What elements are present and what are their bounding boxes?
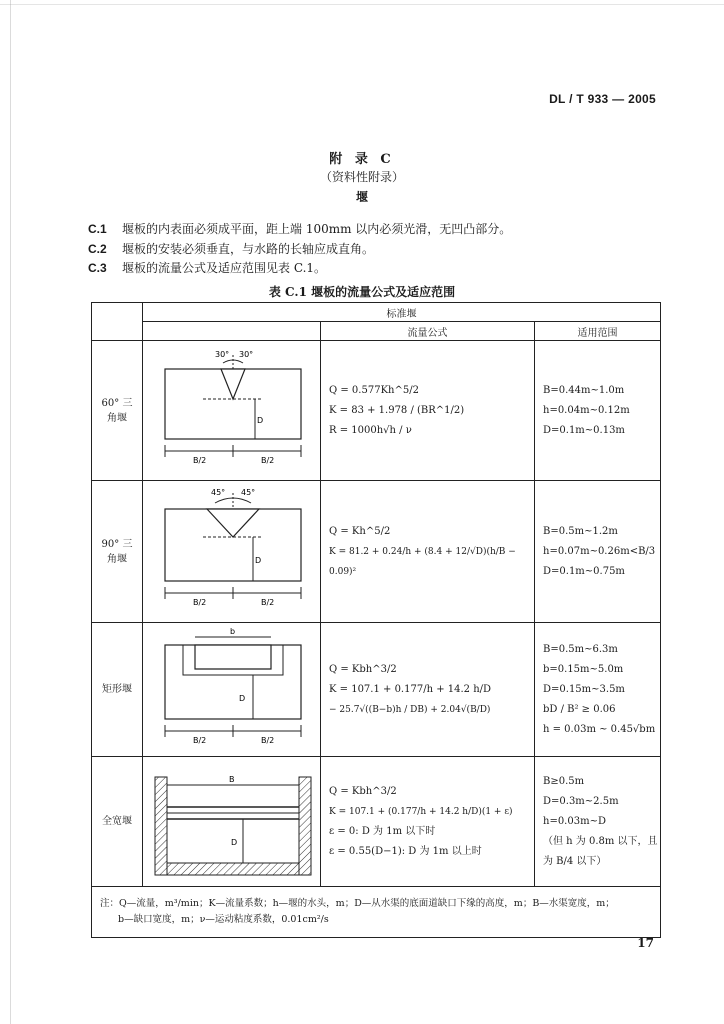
formula-line: Q = Kbh^3/2 xyxy=(329,785,397,797)
table-row xyxy=(92,481,661,623)
header-formula: 流量公式 xyxy=(321,322,535,341)
type-line: 全宽堰 xyxy=(102,816,132,827)
weir-diagram-60-svg xyxy=(143,341,320,477)
appendix-name: 堰 xyxy=(355,190,368,204)
d-label: D xyxy=(255,556,262,565)
weir-diagram-60 xyxy=(143,341,321,481)
weir-diagram-rect xyxy=(143,623,321,757)
range-line: b=0.15m~5.0m xyxy=(543,663,624,675)
type-line: 角堰 xyxy=(107,553,127,565)
range-line: B=0.5m~1.2m xyxy=(543,525,618,537)
formula-line: K = 107.1 + (0.177/h + 14.2 h/D)(1 + ε) xyxy=(329,806,513,817)
b-top-label: B xyxy=(229,775,235,784)
weir-diagram-90 xyxy=(143,481,321,623)
range-line: h=0.03m~D xyxy=(543,815,606,827)
b-label: B/2 xyxy=(261,736,275,745)
table-row xyxy=(92,623,661,757)
range-line: （但 h 为 0.8m 以下，且 xyxy=(543,835,658,847)
angle-label: 30° xyxy=(215,350,230,359)
formula-line: K = 107.1 + 0.177/h + 14.2 h/D xyxy=(329,683,492,695)
weir-type xyxy=(92,623,143,757)
table-note-row xyxy=(92,887,661,938)
formula-line: Q = Kbh^3/2 xyxy=(329,663,397,675)
clause-number: C.3 xyxy=(88,261,107,275)
type-line: 角堰 xyxy=(107,412,127,424)
clause-number: C.2 xyxy=(88,242,107,256)
range-line: D=0.15m~3.5m xyxy=(543,683,625,695)
weir-diagram-full-svg xyxy=(143,757,320,883)
range-cell xyxy=(535,623,661,757)
weir-diagram-rect-svg xyxy=(143,623,320,753)
weir-type xyxy=(92,757,143,887)
formula-line: − 25.7√((B−b)h / DB) + 2.04√(B/D) xyxy=(329,704,491,715)
standard-code: DL / T 933 — 2005 xyxy=(549,92,656,106)
table-note xyxy=(92,887,661,938)
note-line: b—缺口宽度，m；ν—运动粘度系数，0.01cm²/s xyxy=(118,914,329,925)
b-label: B/2 xyxy=(193,456,207,465)
b-label: B/2 xyxy=(261,598,275,607)
d-label: D xyxy=(257,416,264,425)
formula-line: K = 83 + 1.978 / (BR^1/2) xyxy=(329,404,465,416)
formula-line: ε = 0: D 为 1m 以下时 xyxy=(329,825,436,837)
clause-c3 xyxy=(88,259,326,276)
clause-text: 堰板的内表面必须成平面，距上端 100mm 以内必须光滑，无凹凸部分。 xyxy=(122,222,512,236)
range-line: B=0.44m~1.0m xyxy=(543,384,625,396)
formula-cell xyxy=(321,623,535,757)
angle-label: 30° xyxy=(239,350,254,359)
range-line: 为 B/4 以下） xyxy=(543,855,607,867)
range-line: h = 0.03m ~ 0.45√bm xyxy=(543,723,656,735)
formula-cell xyxy=(321,341,535,481)
formula-line: Q = Kh^5/2 xyxy=(329,525,391,537)
range-cell xyxy=(535,481,661,623)
weir-diagram-full xyxy=(143,757,321,887)
b-top-label: b xyxy=(230,627,236,636)
angle-label: 45° xyxy=(211,488,226,497)
range-line: B≥0.5m xyxy=(543,775,585,787)
d-label: D xyxy=(231,838,238,847)
weir-type xyxy=(92,481,143,623)
clause-text: 堰板的安装必须垂直，与水路的长轴应成直角。 xyxy=(122,242,375,256)
clause-number: C.1 xyxy=(88,222,107,236)
range-line: bD / B² ≥ 0.06 xyxy=(543,703,616,715)
d-label: D xyxy=(239,694,246,703)
formula-line: ε = 0.55(D−1): D 为 1m 以上时 xyxy=(329,845,482,857)
formula-line: R = 1000h√h / ν xyxy=(329,424,412,436)
type-line: 矩形堰 xyxy=(102,684,132,695)
range-line: h=0.07m~0.26m<B/3 xyxy=(543,545,656,557)
angle-label: 45° xyxy=(241,488,256,497)
range-line: D=0.1m~0.75m xyxy=(543,565,625,577)
header-figure xyxy=(143,322,321,341)
appendix-subtitle: （资料性附录） xyxy=(319,170,404,184)
note-line: 注：Q—流量，m³/min；K—流量系数；h—堰的水头，m；D—从水渠的底面道缺口下缘的高度，m；B—水渠宽度，m； xyxy=(100,898,615,909)
weir-diagram-90-svg xyxy=(143,481,320,619)
b-label: B/2 xyxy=(193,598,207,607)
scan-edge-top xyxy=(0,4,724,5)
clause-c1 xyxy=(88,220,511,237)
header-range: 适用范围 xyxy=(535,322,661,341)
range-line: h=0.04m~0.12m xyxy=(543,404,630,416)
range-line: B=0.5m~6.3m xyxy=(543,643,618,655)
type-line: 60° 三 xyxy=(101,397,133,409)
range-line: D=0.3m~2.5m xyxy=(543,795,619,807)
table-row xyxy=(92,341,661,481)
header-group: 标准堰 xyxy=(143,303,661,322)
table-caption: 表 C.1 堰板的流量公式及适应范围 xyxy=(268,285,456,299)
clause-c2 xyxy=(88,240,374,257)
weir-type xyxy=(92,341,143,481)
range-cell xyxy=(535,341,661,481)
type-line: 90° 三 xyxy=(101,538,133,550)
formula-cell xyxy=(321,757,535,887)
b-label: B/2 xyxy=(193,736,207,745)
range-line: D=0.1m~0.13m xyxy=(543,424,625,436)
formula-line: Q = 0.577Kh^5/2 xyxy=(329,384,419,396)
range-cell xyxy=(535,757,661,887)
formula-cell xyxy=(321,481,535,623)
weir-table xyxy=(91,302,661,938)
clause-text: 堰板的流量公式及适应范围见表 C.1。 xyxy=(122,261,327,275)
table-row xyxy=(92,757,661,887)
formula-line: K = 81.2 + 0.24/h + (8.4 + 12/√D)(h/B − 0.09)² xyxy=(329,546,516,577)
b-label: B/2 xyxy=(261,456,275,465)
page-number: 17 xyxy=(637,936,654,950)
appendix-title: 附 录 C xyxy=(329,152,395,167)
header-blank xyxy=(92,303,143,341)
